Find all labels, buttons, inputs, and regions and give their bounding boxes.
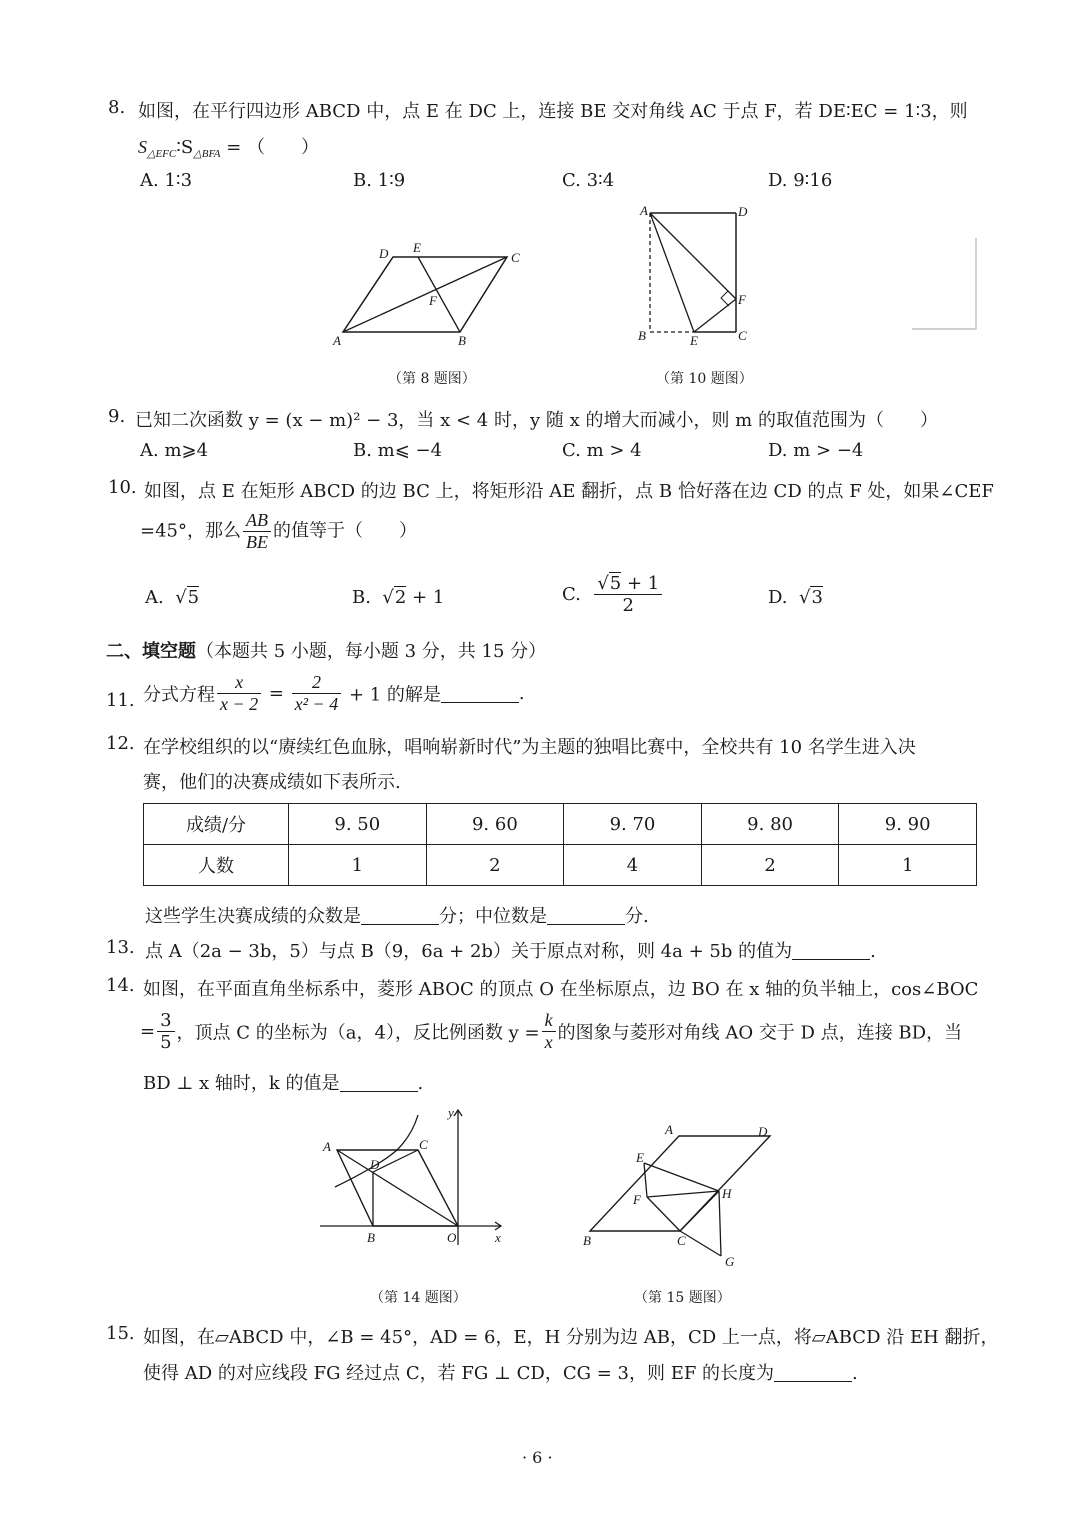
q10-label-f: F xyxy=(738,292,746,307)
q15-text: 如图，在▱ABCD 中，∠B = 45°，AD = 6，E，H 分别为边 AB，CD 上一点，将▱ABCD 沿 EH 翻折， xyxy=(143,1327,999,1348)
q14-figure-coordinate xyxy=(315,1105,515,1250)
table-row xyxy=(144,804,977,845)
q9-option-c: C. m > 4 xyxy=(562,440,642,461)
table-cell: 1 xyxy=(289,845,427,886)
q8-label-f: F xyxy=(429,293,437,308)
table-cell: 9. 70 xyxy=(564,804,702,845)
q8-option-d: D. 9∶16 xyxy=(768,170,833,191)
q14-label-b: B xyxy=(367,1230,375,1245)
q12-answer-line: 这些学生决赛成绩的众数是 分；中位数是 分. xyxy=(145,906,649,927)
q11-number: 11. xyxy=(106,690,135,711)
q14-label-c: C xyxy=(419,1137,428,1152)
q8-label-d: D xyxy=(379,246,389,261)
q8-text: 如图，在平行四边形 ABCD 中，点 E 在 DC 上，连接 BE 交对角线 AC 于点 F，若 DE∶EC = 1∶3，则 xyxy=(138,101,968,122)
q15-label-a: A xyxy=(665,1122,673,1137)
table-cell: 9. 80 xyxy=(701,804,839,845)
q11-text: 分式方程 $\frac{x}{x - 2}$ = $\frac{2}{\text{x² − 4}}$ + 1 的解是 . xyxy=(143,672,525,714)
q10-option-c: C. $\frac{√5 + 1}{2}$ xyxy=(562,573,664,616)
q15-label-b: B xyxy=(583,1233,591,1248)
q14-number: 14. xyxy=(106,975,135,996)
q10-option-b: B. √2 + 1 xyxy=(352,587,445,608)
table-cell: 人数 xyxy=(144,845,289,886)
q14-answer-blank xyxy=(340,1073,418,1092)
q8-option-a: A. 1∶3 xyxy=(140,170,193,191)
q14-label-a: A xyxy=(323,1139,331,1154)
q14-label-d: D xyxy=(370,1157,380,1172)
q10-text: 如图，点 E 在矩形 ABCD 的边 BC 上，将矩形沿 AE 翻折，点 B 恰好落在边 CD 的点 F 处，如果∠CEF xyxy=(144,481,994,502)
q15-label-e: E xyxy=(636,1150,644,1165)
q15-figure-caption: （第 15 题图） xyxy=(634,1290,731,1306)
table-cell: 成绩/分 xyxy=(144,804,289,845)
q12-mode-blank xyxy=(361,906,439,925)
q10-label-b: B xyxy=(638,328,646,343)
q10-label-e: E xyxy=(690,333,698,348)
page-number: · 6 · xyxy=(522,1448,553,1467)
q15-label-g: G xyxy=(725,1254,735,1269)
q8-figure-parallelogram xyxy=(325,235,535,350)
table-cell: 9. 60 xyxy=(426,804,564,845)
q9-option-d: D. m > −4 xyxy=(768,440,864,461)
q15-number: 15. xyxy=(106,1323,135,1344)
q14-text: 如图，在平面直角坐标系中，菱形 ABOC 的顶点 O 在坐标原点，边 BO 在 x 轴的负半轴上，cos∠BOC xyxy=(143,979,979,1000)
q15-figure-folding xyxy=(575,1118,780,1273)
q10-figure-rectangle xyxy=(630,200,760,350)
q15-answer-blank xyxy=(774,1363,852,1382)
q10-label-d: D xyxy=(738,204,748,219)
scan-mark xyxy=(910,236,982,334)
q11-answer-blank xyxy=(441,684,519,703)
q15-label-c: C xyxy=(677,1233,686,1248)
table-row xyxy=(144,845,977,886)
q12-median-blank xyxy=(547,906,625,925)
q14-text-line3: BD ⊥ x 轴时，k 的值是 . xyxy=(143,1073,424,1094)
q10-text-line2: =45°，那么 $\frac{AB}{BE}$ 的值等于（ ） xyxy=(140,510,417,552)
q13-number: 13. xyxy=(106,937,135,958)
q14-label-x: x xyxy=(495,1230,501,1245)
table-cell: 1 xyxy=(839,845,977,886)
q9-number: 9. xyxy=(108,406,126,427)
q10-number: 10. xyxy=(108,477,137,498)
q12-text-line2: 赛，他们的决赛成绩如下表所示. xyxy=(143,772,401,793)
q9-option-a: A. m⩾4 xyxy=(140,440,209,461)
q8-number: 8. xyxy=(108,97,126,118)
q10-figure-caption: （第 10 题图） xyxy=(656,371,753,387)
q9-text: 已知二次函数 y = (x − m)² − 3，当 x < 4 时，y 随 x 的增大而减小，则 m 的取值范围为（ ） xyxy=(135,410,938,431)
section-2-heading: 二、填空题（本题共 5 小题，每小题 3 分，共 15 分） xyxy=(106,641,547,662)
q8-ratio-expression: $S_{\triangle EFC}∶S_{\triangle BFA}$ = （ ） xyxy=(138,137,319,160)
q15-label-f: F xyxy=(633,1192,641,1207)
q14-label-y: y xyxy=(448,1105,454,1120)
q8-option-c: C. 3∶4 xyxy=(562,170,615,191)
q15-label-d: D xyxy=(758,1124,768,1139)
q8-figure-caption: （第 8 题图） xyxy=(388,371,476,387)
q10-option-d: D. √3 xyxy=(768,587,823,608)
q12-number: 12. xyxy=(106,733,135,754)
q10-option-a: A. √5 xyxy=(145,587,200,608)
q12-text: 在学校组织的以“赓续红色血脉，唱响崭新时代”为主题的独唱比赛中，全校共有 10 名学生进入决 xyxy=(143,737,916,758)
q8-label-a: A xyxy=(333,333,341,348)
table-cell: 9. 50 xyxy=(289,804,427,845)
q10-label-c: C xyxy=(738,328,747,343)
q13-answer-blank xyxy=(792,941,870,960)
q14-label-o: O xyxy=(447,1230,457,1245)
q8-label-b: B xyxy=(458,333,466,348)
table-cell: 9. 90 xyxy=(839,804,977,845)
q13-text: 点 A（2a − 3b，5）与点 B（9，6a + 2b）关于原点对称，则 4a + 5b 的值为 . xyxy=(145,941,876,962)
q8-label-c: C xyxy=(511,250,520,265)
q9-option-b: B. m⩽ −4 xyxy=(353,440,443,461)
q12-score-table xyxy=(143,803,977,886)
q8-label-e: E xyxy=(413,240,421,255)
table-cell: 2 xyxy=(426,845,564,886)
q10-label-a: A xyxy=(640,203,648,218)
table-cell: 4 xyxy=(564,845,702,886)
q15-text-line2: 使得 AD 的对应线段 FG 经过点 C，若 FG ⊥ CD，CG = 3，则 EF 的长度为 . xyxy=(143,1363,858,1384)
q15-label-h: H xyxy=(722,1186,732,1201)
q8-option-b: B. 1∶9 xyxy=(353,170,406,191)
table-cell: 2 xyxy=(701,845,839,886)
q14-text-line2: = $\frac{3}{5}$ ，顶点 C 的坐标为（a，4），反比例函数 y = $\frac{k}{x}$ 的图象与菱形对角线 AO 交于 D 点，连接 BD，当 xyxy=(140,1010,963,1053)
q14-figure-caption: （第 14 题图） xyxy=(370,1290,467,1306)
